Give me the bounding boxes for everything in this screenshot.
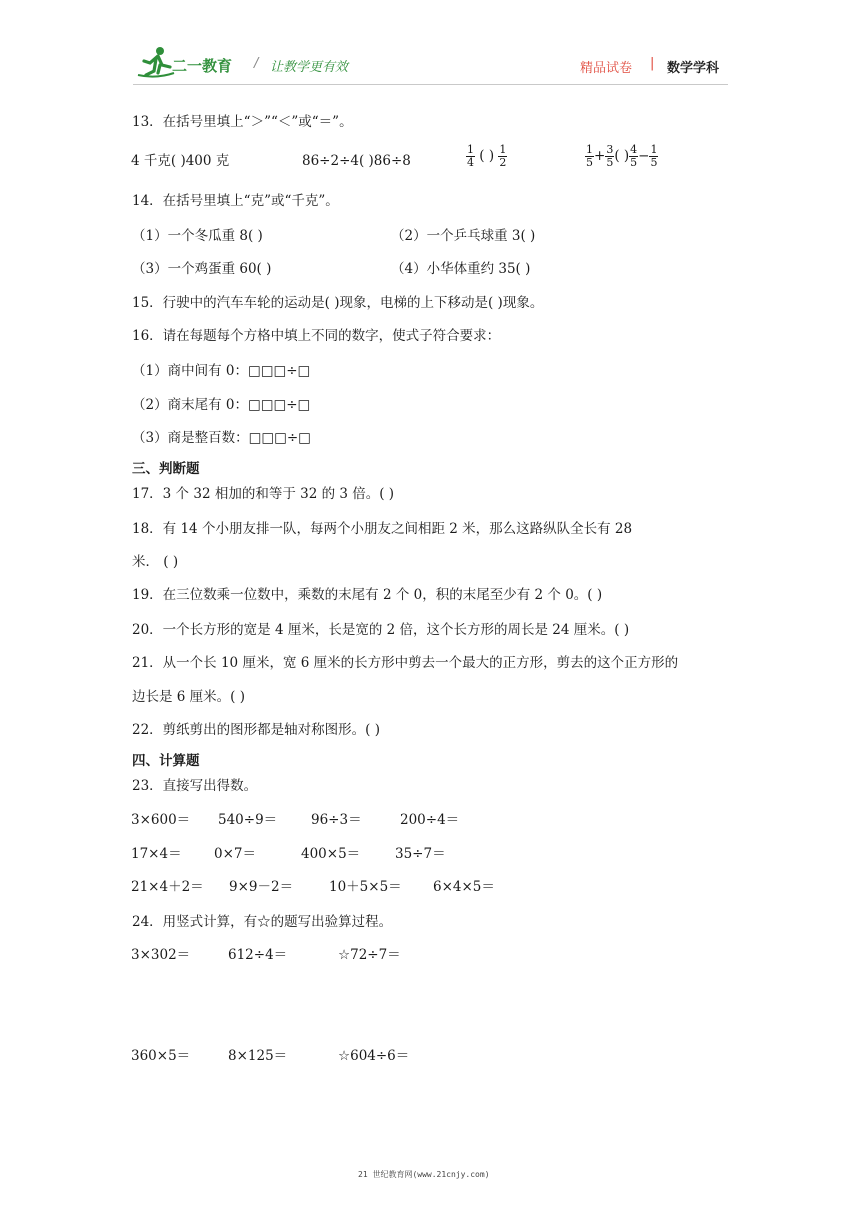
q23-cell: 21×4＋2＝ [131,879,204,895]
q15: 15．行驶中的汽车车轮的运动是( )现象，电梯的上下移动是( )现象。 [132,295,544,311]
fraction: $\frac{1}{2}$ [499,143,507,169]
header-divider [133,84,728,85]
q14-item-4: （4）小华体重约 35( ) [391,261,531,277]
fraction: $\frac{3}{5}$ [606,143,614,169]
q13-b: 86÷2÷4( )86÷8 [302,153,411,169]
q23-cell: 9×9－2＝ [229,879,294,895]
q13-d: $\frac{1}{5}$ + $\frac{3}{5}$ ( ) $\frac{4}{5}$ − $\frac{1}{5}$ [586,143,658,169]
q23-cell: 96÷3＝ [311,812,362,828]
q23-cell: 3×600＝ [131,812,191,828]
q21-line-2: 边长是 6 厘米。( ) [132,689,245,705]
q24-cell: 360×5＝ [131,1048,191,1064]
fraction: $\frac{4}{5}$ [630,143,638,169]
q13-title: 13．在括号里填上“＞”“＜”或“＝”。 [132,114,353,130]
q16-item-1: （1）商中间有 0：□□□÷□ [132,363,311,379]
q24-cell: ☆72÷7＝ [338,947,401,963]
q14-title: 14．在括号里填上“克”或“千克”。 [132,193,339,209]
fraction: $\frac{1}{5}$ [650,143,658,169]
q17: 17．3 个 32 相加的和等于 32 的 3 倍。( ) [132,486,395,502]
q16-item-2: （2）商末尾有 0：□□□÷□ [132,397,311,413]
q20: 20．一个长方形的宽是 4 厘米，长是宽的 2 倍，这个长方形的周长是 24 厘米。( ) [132,622,630,638]
fraction: $\frac{1}{4}$ [467,143,474,169]
section-calculation-heading: 四、计算题 [132,753,200,769]
q23-cell: 17×4＝ [131,846,182,862]
q22: 22．剪纸剪出的图形都是轴对称图形。( ) [132,722,381,738]
q18-line-2: 米． ( ) [132,554,179,570]
q14-item-1: （1）一个冬瓜重 8( ) [132,228,263,244]
q23-cell: 6×4×5＝ [433,879,495,895]
slogan: 让教学更有效 [270,60,349,75]
footer-source: 21 世纪教育网(www.21cnjy.com) [358,1170,490,1179]
q24-cell: 612÷4＝ [228,947,288,963]
q24-cell: 3×302＝ [131,947,191,963]
q16-item-3: （3）商是整百数：□□□÷□ [132,430,311,446]
q14-item-2: （2）一个乒乓球重 3( ) [391,228,536,244]
header-separator: | [650,56,655,71]
q13-c: $\frac{1}{4}$ ( ) $\frac{1}{2}$ [467,143,507,169]
q23-cell: 35÷7＝ [395,846,446,862]
q24-title: 24．用竖式计算，有☆的题写出验算过程。 [132,914,393,930]
q23-title: 23．直接写出得数。 [132,778,258,794]
q23-cell: 200÷4＝ [400,812,460,828]
header-subject: 数学学科 [667,61,720,76]
header-slash: / [254,56,259,71]
q23-cell: 540÷9＝ [218,812,278,828]
q21-line-1: 21．从一个长 10 厘米，宽 6 厘米的长方形中剪去一个最大的正方形，剪去的这个正方形的 [132,655,679,671]
q16-title: 16．请在每题每个方格中填上不同的数字，使式子符合要求： [132,328,501,344]
q23-cell: 10＋5×5＝ [329,879,402,895]
q13-a: 4 千克( )400 克 [131,153,230,169]
runner-logo-icon [136,45,176,79]
section-judgement-heading: 三、判断题 [132,461,200,477]
q18-line-1: 18．有 14 个小朋友排一队，每两个小朋友之间相距 2 米，那么这路纵队全长有 28 [132,521,633,537]
q14-item-3: （3）一个鸡蛋重 60( ) [132,261,272,277]
q24-cell: ☆604÷6＝ [338,1048,410,1064]
header-brand-label: 精品试卷 [580,61,633,76]
q19: 19．在三位数乘一位数中，乘数的末尾有 2 个 0，积的末尾至少有 2 个 0。( ) [132,587,603,603]
q24-cell: 8×125＝ [228,1048,288,1064]
q23-cell: 400×5＝ [301,846,361,862]
logo-text: 二一教育 [172,57,233,75]
fraction: $\frac{1}{5}$ [586,143,593,169]
q23-cell: 0×7＝ [214,846,256,862]
